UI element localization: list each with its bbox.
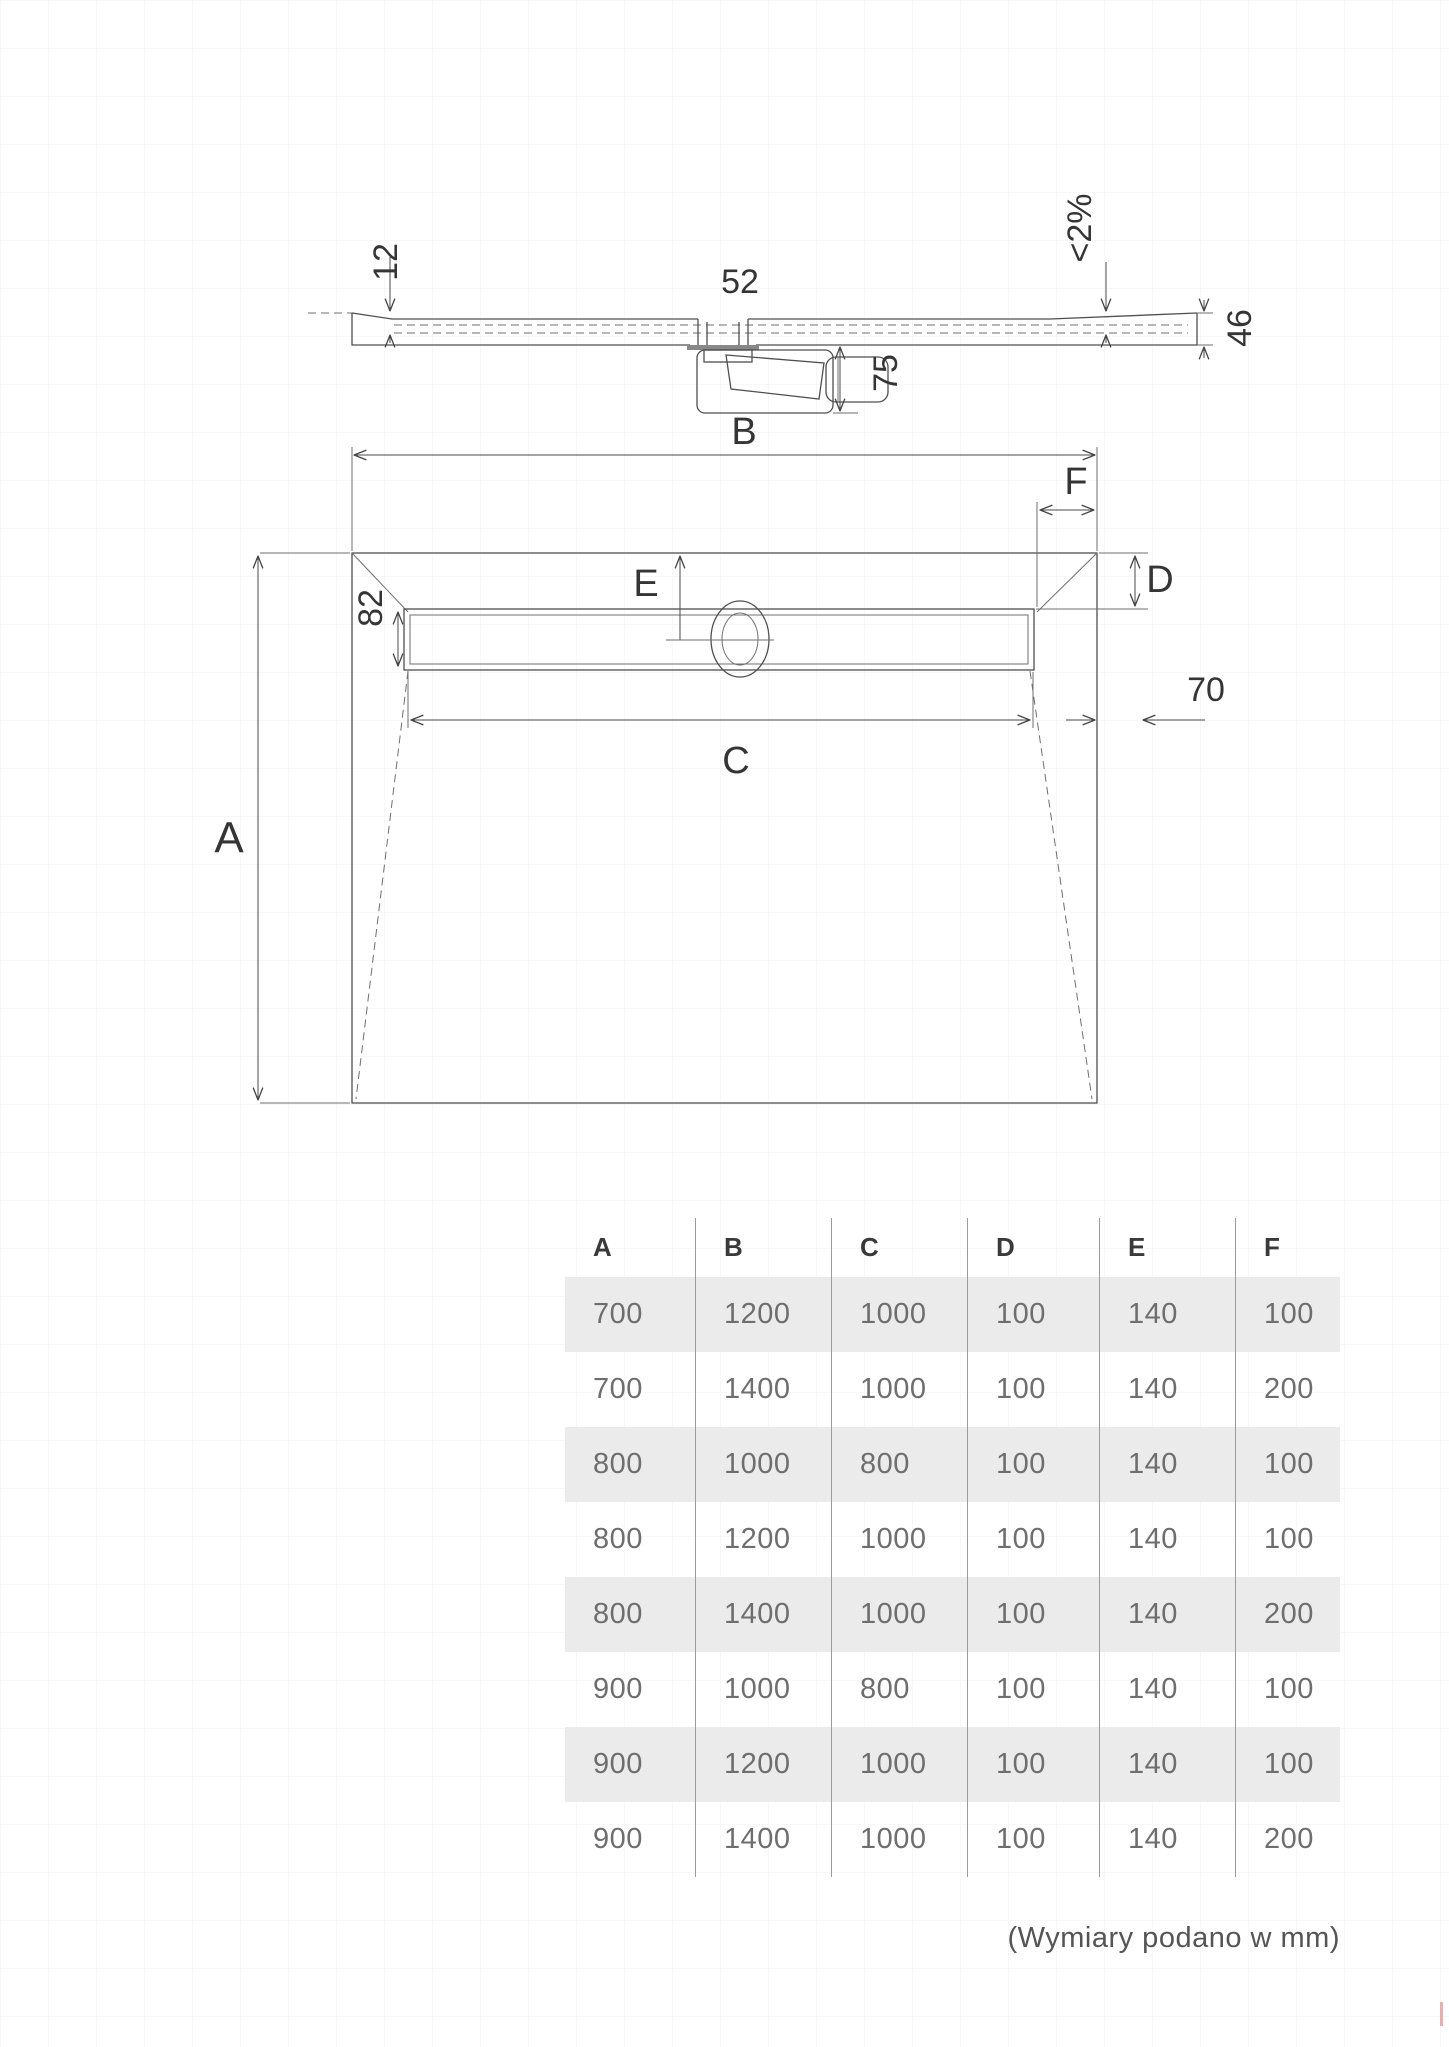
table-cell: 1000 [832,1277,968,1352]
table-cell: 100 [968,1577,1100,1652]
slope-edges-hidden [356,671,1092,1099]
table-row [565,1577,1340,1652]
table-row [565,1502,1340,1577]
dim-70-label: 70 [1187,671,1225,709]
section-drain-channel [698,319,748,345]
table-cell: 1000 [832,1352,968,1427]
col-header-A: A [565,1218,696,1277]
size-table-body [565,1277,1340,1877]
table-cell: 800 [565,1427,696,1502]
dim-52-label: 52 [721,263,759,301]
drain-outlet-outer [711,601,769,677]
table-cell: 1400 [696,1577,832,1652]
table-cell: 100 [968,1502,1100,1577]
table-cell: 100 [968,1727,1100,1802]
dim-D-label: D [1146,559,1174,601]
table-row [565,1277,1340,1352]
table-cell: 1000 [696,1652,832,1727]
plan-view [214,411,1225,1103]
table-cell: 1400 [696,1802,832,1877]
table-cell: 140 [1100,1577,1236,1652]
table-cell: 100 [968,1277,1100,1352]
table-cell: 900 [565,1727,696,1802]
table-cell: 1200 [696,1502,832,1577]
table-cell: 100 [1264,1448,1314,1480]
section-top-surface [352,313,1197,319]
dim-75-label: 75 [867,354,905,392]
section-view [308,194,1259,414]
table-cell: 900 [565,1802,696,1877]
table-cell: 800 [565,1502,696,1577]
drain-outlet-inner [722,613,758,665]
table-cell: 140 [1100,1352,1236,1427]
table-cell: 800 [565,1577,696,1652]
col-header-E: E [1100,1218,1236,1277]
table-cell: 1000 [832,1502,968,1577]
table-cell: 1000 [832,1727,968,1802]
table-row [565,1652,1340,1727]
slope-edges-top [352,553,1097,612]
col-header-F: F [1264,1232,1280,1262]
col-header-C: C [832,1218,968,1277]
table-cell: 1200 [696,1277,832,1352]
table-row [565,1802,1340,1877]
table-cell: 1200 [696,1727,832,1802]
size-table [565,1218,1340,1877]
table-cell: 100 [1264,1523,1314,1555]
table-row [565,1427,1340,1502]
table-cell: 700 [565,1277,696,1352]
dim-12-label: 12 [367,243,405,281]
dim-B-extensions [352,447,1097,551]
size-table-header [565,1218,1340,1277]
table-cell: 1000 [832,1577,968,1652]
dim-46-label: 46 [1221,309,1259,347]
table-cell: 140 [1100,1427,1236,1502]
dim-C-label: C [722,740,750,782]
table-cell: 200 [1264,1823,1314,1855]
table-cell: 200 [1264,1373,1314,1405]
table-cell: 140 [1100,1502,1236,1577]
tray-outline [352,553,1097,1103]
dim-B-label: B [731,411,757,453]
table-row [565,1352,1340,1427]
table-cell: 100 [1264,1673,1314,1705]
dim-F-label: F [1064,461,1088,503]
dim-D-extensions [1036,553,1148,609]
dim-A-label: A [214,813,244,863]
dim-A-extensions [260,553,350,1103]
col-header-D: D [968,1218,1100,1277]
table-cell: 140 [1100,1802,1236,1877]
table-cell: 800 [832,1652,968,1727]
table-cell: 1400 [696,1352,832,1427]
units-note: (Wymiary podano w mm) [1007,1922,1340,1954]
table-cell: 900 [565,1652,696,1727]
table-cell: 800 [832,1427,968,1502]
table-cell: 700 [565,1352,696,1427]
table-cell: 140 [1100,1652,1236,1727]
dim-46-extensions [1197,313,1213,345]
drain-flange [687,345,759,350]
watermark [1440,2002,1443,2026]
dim-82-label: 82 [352,589,390,627]
table-cell: 140 [1100,1277,1236,1352]
section-hidden-lines [394,325,1188,333]
table-cell: 1000 [832,1802,968,1877]
table-row [565,1727,1340,1802]
table-cell: 100 [1264,1748,1314,1780]
drain-trap [697,350,888,413]
table-cell: 100 [968,1652,1100,1727]
table-cell: 100 [968,1802,1100,1877]
table-cell: 100 [1264,1298,1314,1330]
table-cell: 100 [968,1352,1100,1427]
dim-slope-label: <2% [1061,193,1099,263]
table-cell: 140 [1100,1727,1236,1802]
table-cell: 200 [1264,1598,1314,1630]
table-cell: 100 [968,1427,1100,1502]
col-header-B: B [696,1218,832,1277]
table-cell: 1000 [696,1427,832,1502]
dim-E-label: E [633,563,659,605]
